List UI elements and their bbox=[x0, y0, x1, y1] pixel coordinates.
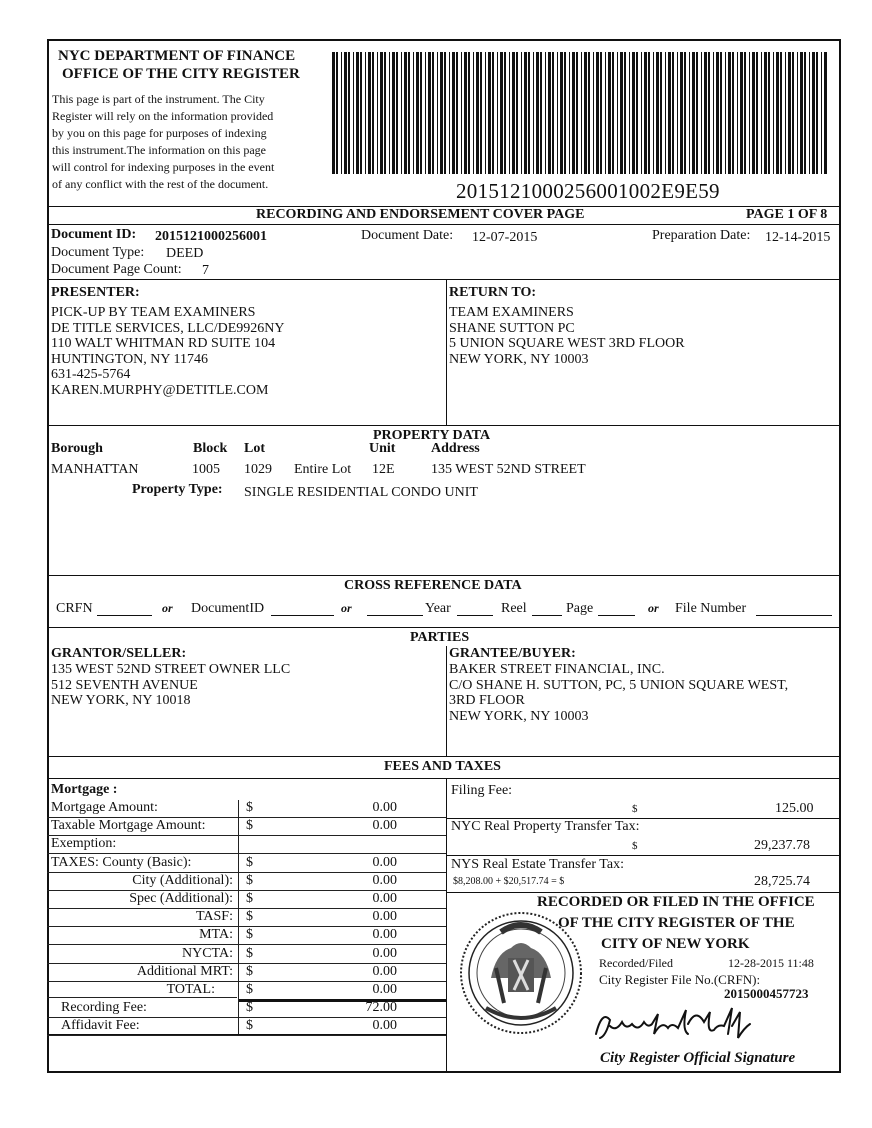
barcode-bar bbox=[744, 52, 746, 174]
barcode-bar bbox=[545, 52, 546, 174]
barcode-bar bbox=[432, 52, 434, 174]
barcode-bar bbox=[341, 52, 342, 174]
barcode-bar bbox=[504, 52, 506, 174]
fee-row-label: Additional MRT: bbox=[136, 964, 233, 979]
crfn-blank bbox=[97, 615, 152, 616]
barcode-bar bbox=[344, 52, 347, 174]
fee-row-divider bbox=[47, 1035, 446, 1036]
barcode-bar bbox=[377, 52, 378, 174]
barcode-bar bbox=[461, 52, 462, 174]
barcode-bar bbox=[581, 52, 582, 174]
blank bbox=[367, 615, 423, 616]
document-id: 2015121000256001 bbox=[155, 229, 267, 244]
notice-line: This page is part of the instrument. The City bbox=[52, 92, 265, 106]
barcode-bar bbox=[641, 52, 642, 174]
barcode-bar bbox=[368, 52, 371, 174]
barcode-bar bbox=[728, 52, 731, 174]
barcode-bar bbox=[512, 52, 515, 174]
fee-row-label: TASF: bbox=[195, 909, 233, 924]
barcode-image bbox=[330, 50, 830, 178]
fee-row-currency: $ bbox=[246, 800, 253, 815]
fee-row-currency: $ bbox=[246, 982, 253, 997]
mortgage-label: Mortgage : bbox=[51, 782, 118, 797]
barcode-bar bbox=[524, 52, 527, 174]
barcode-bar bbox=[593, 52, 594, 174]
barcode-bar bbox=[380, 52, 383, 174]
recorded-line-3: CITY OF NEW YORK bbox=[601, 936, 750, 952]
presenter-line: 110 WALT WHITMAN RD SUITE 104 bbox=[51, 336, 276, 351]
nyc-tax-label: NYC Real Property Transfer Tax: bbox=[451, 819, 640, 834]
file-number-label: File Number bbox=[675, 601, 747, 616]
notice-line: by you on this page for purposes of indexing bbox=[52, 126, 267, 140]
barcode-bar bbox=[564, 52, 566, 174]
barcode-bar bbox=[548, 52, 551, 174]
property-data-title: PROPERTY DATA bbox=[373, 428, 491, 443]
entire-lot-value: Entire Lot bbox=[294, 462, 352, 477]
fee-row-currency: $ bbox=[246, 1018, 253, 1033]
barcode-bar bbox=[437, 52, 438, 174]
barcode-bar bbox=[680, 52, 683, 174]
preparation-date-label: Preparation Date: bbox=[652, 228, 751, 243]
barcode-bar bbox=[653, 52, 654, 174]
barcode-bar bbox=[749, 52, 750, 174]
barcode-bar bbox=[360, 52, 362, 174]
fee-row-value: 72.00 bbox=[365, 1000, 397, 1015]
fee-row-currency: $ bbox=[246, 873, 253, 888]
fee-row-value: 0.00 bbox=[372, 1018, 397, 1033]
barcode-bar bbox=[632, 52, 635, 174]
return-to-label: RETURN TO: bbox=[449, 285, 537, 300]
divider bbox=[446, 646, 447, 756]
nys-tax-label: NYS Real Estate Transfer Tax: bbox=[451, 857, 624, 872]
fee-row-value: 0.00 bbox=[372, 927, 397, 942]
signature-label: City Register Official Signature bbox=[600, 1050, 796, 1066]
barcode-bar bbox=[336, 52, 338, 174]
address-value: 135 WEST 52ND STREET bbox=[431, 462, 586, 477]
or-label: or bbox=[341, 601, 352, 615]
barcode-bar bbox=[600, 52, 602, 174]
fee-row-currency: $ bbox=[246, 909, 253, 924]
barcode-bar bbox=[785, 52, 786, 174]
fee-row-divider bbox=[238, 999, 446, 1002]
barcode-bar bbox=[824, 52, 827, 174]
barcode-bar bbox=[672, 52, 674, 174]
office-title: OFFICE OF THE CITY REGISTER bbox=[62, 66, 300, 82]
reel-blank bbox=[532, 615, 562, 616]
divider bbox=[446, 279, 447, 425]
recorded-filed-label: Recorded/Filed bbox=[599, 956, 673, 970]
barcode-bar bbox=[401, 52, 402, 174]
barcode-bar bbox=[560, 52, 563, 174]
crfn-label: CRFN bbox=[56, 601, 93, 616]
barcode-bar bbox=[809, 52, 810, 174]
barcode-bar bbox=[629, 52, 630, 174]
divider bbox=[47, 756, 841, 757]
fee-row-label: City (Additional): bbox=[132, 873, 233, 888]
barcode-bar bbox=[428, 52, 431, 174]
barcode-bar bbox=[780, 52, 782, 174]
barcode-bar bbox=[773, 52, 774, 174]
divider bbox=[47, 1034, 446, 1035]
divider bbox=[47, 425, 841, 426]
parties-title: PARTIES bbox=[410, 630, 470, 645]
barcode-bar bbox=[668, 52, 671, 174]
barcode-bar bbox=[756, 52, 758, 174]
document-date: 12-07-2015 bbox=[472, 230, 538, 245]
barcode-bar bbox=[797, 52, 798, 174]
barcode-bar bbox=[737, 52, 738, 174]
fee-row-label: Exemption: bbox=[51, 836, 117, 851]
grantee-line: NEW YORK, NY 10003 bbox=[449, 708, 589, 724]
page-count-label: Document Page Count: bbox=[51, 262, 182, 277]
notice-line: this instrument.The information on this page bbox=[52, 143, 266, 157]
notice-line: will control for indexing purposes in the event bbox=[52, 160, 275, 174]
fee-row-currency: $ bbox=[246, 855, 253, 870]
barcode-bar bbox=[473, 52, 474, 174]
documentid-blank bbox=[271, 615, 334, 616]
cross-reference-title: CROSS REFERENCE DATA bbox=[344, 578, 522, 593]
barcode-bar bbox=[528, 52, 530, 174]
barcode-bar bbox=[420, 52, 422, 174]
fee-row-label: Taxable Mortgage Amount: bbox=[51, 818, 206, 833]
presenter-line: HUNTINGTON, NY 11746 bbox=[51, 351, 208, 367]
barcode-bar bbox=[425, 52, 426, 174]
recorded-filed-date: 12-28-2015 11:48 bbox=[728, 956, 814, 970]
city-seal-image bbox=[456, 908, 586, 1038]
barcode-bar bbox=[704, 52, 707, 174]
barcode-bar bbox=[689, 52, 690, 174]
barcode-bar bbox=[596, 52, 599, 174]
filing-fee-currency: $ bbox=[632, 803, 638, 815]
presenter-line: 631-425-5764 bbox=[51, 367, 131, 382]
fee-row-value: 0.00 bbox=[372, 873, 397, 888]
barcode-bar bbox=[404, 52, 407, 174]
page-number: PAGE 1 OF 8 bbox=[746, 207, 828, 222]
barcode-bar bbox=[584, 52, 587, 174]
barcode-bar bbox=[332, 52, 335, 174]
fee-row-value: 0.00 bbox=[372, 946, 397, 961]
borough-header: Borough bbox=[51, 441, 103, 456]
crfn-number: 2015000457723 bbox=[724, 986, 809, 1001]
divider bbox=[47, 778, 841, 779]
fee-row-currency: $ bbox=[246, 1000, 253, 1015]
barcode-bar bbox=[656, 52, 659, 174]
total-underline bbox=[47, 997, 237, 998]
fee-row-label: MTA: bbox=[199, 927, 233, 942]
block-header: Block bbox=[193, 441, 228, 456]
barcode-bar bbox=[365, 52, 366, 174]
barcode-bar bbox=[536, 52, 539, 174]
barcode-bar bbox=[396, 52, 398, 174]
fee-row-label: Mortgage Amount: bbox=[51, 800, 158, 815]
grantor-line: 512 SEVENTH AVENUE bbox=[51, 677, 198, 693]
barcode-bar bbox=[521, 52, 522, 174]
barcode-bar bbox=[800, 52, 803, 174]
barcode-bar bbox=[821, 52, 822, 174]
filing-fee-value: 125.00 bbox=[775, 801, 814, 816]
page-label: Page bbox=[566, 601, 594, 616]
property-type-label: Property Type: bbox=[132, 482, 223, 497]
fee-row-label: NYCTA: bbox=[182, 946, 233, 961]
barcode-number: 2015121000256001002E9E59 bbox=[456, 179, 720, 203]
page-blank bbox=[598, 615, 635, 616]
notice-line: of any conflict with the rest of the document. bbox=[52, 177, 269, 191]
cover-title: RECORDING AND ENDORSEMENT COVER PAGE bbox=[256, 207, 585, 222]
barcode-bar bbox=[572, 52, 575, 174]
barcode-bar bbox=[684, 52, 686, 174]
property-type-value: SINGLE RESIDENTIAL CONDO UNIT bbox=[244, 485, 478, 500]
grantee-label: GRANTEE/BUYER: bbox=[449, 646, 576, 661]
barcode-bar bbox=[752, 52, 755, 174]
barcode-bar bbox=[696, 52, 698, 174]
barcode-bar bbox=[464, 52, 467, 174]
year-blank bbox=[457, 615, 493, 616]
barcode-bar bbox=[720, 52, 722, 174]
barcode-bar bbox=[617, 52, 618, 174]
returnto-line: 5 UNION SQUARE WEST 3RD FLOOR bbox=[449, 336, 685, 351]
barcode-bar bbox=[588, 52, 590, 174]
block-value: 1005 bbox=[192, 462, 220, 477]
fee-row-currency: $ bbox=[246, 946, 253, 961]
document-date-label: Document Date: bbox=[361, 228, 454, 243]
barcode-bar bbox=[533, 52, 534, 174]
filing-fee-label: Filing Fee: bbox=[451, 783, 513, 798]
document-type: DEED bbox=[166, 246, 204, 261]
barcode-bar bbox=[348, 52, 350, 174]
barcode-bar bbox=[444, 52, 446, 174]
divider bbox=[47, 627, 841, 628]
barcode-bar bbox=[788, 52, 791, 174]
grantor-line: NEW YORK, NY 10018 bbox=[51, 693, 191, 708]
fee-row-value: 0.00 bbox=[372, 800, 397, 815]
notice-line: Register will rely on the information provided bbox=[52, 109, 274, 123]
barcode-bar bbox=[557, 52, 558, 174]
fee-column-divider bbox=[238, 800, 239, 1034]
barcode-bar bbox=[408, 52, 410, 174]
barcode-bar bbox=[413, 52, 414, 174]
recorded-line-2: OF THE CITY REGISTER OF THE bbox=[558, 915, 795, 931]
barcode-bar bbox=[440, 52, 443, 174]
fee-row-value: 0.00 bbox=[372, 891, 397, 906]
fee-row-currency: $ bbox=[246, 818, 253, 833]
divider bbox=[446, 778, 447, 1072]
nys-tax-calculation: $8,208.00 + $20,517.74 = $ bbox=[453, 876, 565, 887]
barcode-bar bbox=[740, 52, 743, 174]
divider bbox=[47, 224, 841, 225]
reel-label: Reel bbox=[501, 601, 527, 616]
divider bbox=[446, 892, 841, 893]
crfn-number-label: City Register File No.(CRFN): bbox=[599, 972, 761, 987]
barcode-bar bbox=[612, 52, 614, 174]
lot-value: 1029 bbox=[244, 462, 272, 477]
page-count: 7 bbox=[202, 263, 209, 278]
file-number-blank bbox=[756, 615, 832, 616]
barcode-bar bbox=[660, 52, 662, 174]
presenter-line: DE TITLE SERVICES, LLC/DE9926NY bbox=[51, 320, 285, 336]
barcode-bar bbox=[468, 52, 470, 174]
barcode-bar bbox=[764, 52, 767, 174]
address-header: Address bbox=[431, 441, 480, 456]
barcode-bar bbox=[708, 52, 710, 174]
fee-row-divider bbox=[47, 944, 446, 945]
divider bbox=[47, 279, 841, 280]
barcode-bar bbox=[384, 52, 386, 174]
divider bbox=[446, 855, 841, 856]
barcode-bar bbox=[761, 52, 762, 174]
barcode-bar bbox=[605, 52, 606, 174]
barcode-bar bbox=[701, 52, 702, 174]
barcode-bar bbox=[500, 52, 503, 174]
returnto-line: NEW YORK, NY 10003 bbox=[449, 351, 589, 367]
fee-row-label: Recording Fee: bbox=[61, 1000, 147, 1015]
barcode-bar bbox=[636, 52, 638, 174]
fee-row-label: TOTAL: bbox=[166, 982, 215, 997]
barcode-bar bbox=[480, 52, 482, 174]
or-label: or bbox=[648, 601, 659, 615]
fee-row-currency: $ bbox=[246, 964, 253, 979]
returnto-line: TEAM EXAMINERS bbox=[449, 305, 574, 320]
barcode-bar bbox=[353, 52, 354, 174]
fee-row-label: Affidavit Fee: bbox=[61, 1018, 140, 1033]
barcode-bar bbox=[416, 52, 419, 174]
recorded-line-1: RECORDED OR FILED IN THE OFFICE bbox=[537, 894, 815, 910]
barcode-bar bbox=[356, 52, 359, 174]
preparation-date: 12-14-2015 bbox=[765, 230, 831, 245]
barcode-bar bbox=[665, 52, 666, 174]
document-id-label: Document ID: bbox=[51, 227, 137, 242]
fee-row-value: 0.00 bbox=[372, 909, 397, 924]
barcode-bar bbox=[713, 52, 714, 174]
barcode-bar bbox=[792, 52, 794, 174]
grantor-line: 135 WEST 52ND STREET OWNER LLC bbox=[51, 662, 291, 677]
fee-row-value: 0.00 bbox=[372, 855, 397, 870]
presenter-line: PICK-UP BY TEAM EXAMINERS bbox=[51, 305, 256, 320]
presenter-label: PRESENTER: bbox=[51, 285, 140, 300]
barcode-bar bbox=[569, 52, 570, 174]
or-label: or bbox=[162, 601, 173, 615]
barcode-bar bbox=[812, 52, 815, 174]
fees-title: FEES AND TAXES bbox=[384, 759, 501, 774]
fee-row-value: 0.00 bbox=[372, 982, 397, 997]
unit-value: 12E bbox=[372, 462, 395, 477]
barcode-bar bbox=[732, 52, 734, 174]
unit-header: Unit bbox=[369, 441, 396, 456]
barcode-bar bbox=[456, 52, 458, 174]
borough-value: MANHATTAN bbox=[51, 462, 139, 477]
barcode-bar bbox=[516, 52, 518, 174]
barcode-bar bbox=[768, 52, 770, 174]
grantee-line: BAKER STREET FINANCIAL, INC. bbox=[449, 662, 665, 677]
nyc-tax-currency: $ bbox=[632, 840, 638, 852]
fee-row-label: TAXES: County (Basic): bbox=[51, 855, 192, 870]
fee-row-divider bbox=[47, 853, 446, 854]
barcode-bar bbox=[449, 52, 450, 174]
divider bbox=[47, 575, 841, 576]
barcode-bar bbox=[392, 52, 395, 174]
barcode-bar bbox=[624, 52, 626, 174]
barcode-bar bbox=[488, 52, 491, 174]
grantee-line: C/O SHANE H. SUTTON, PC, 5 UNION SQUARE WEST, bbox=[449, 677, 789, 693]
barcode-bar bbox=[552, 52, 554, 174]
nys-tax-value: 28,725.74 bbox=[754, 874, 810, 889]
barcode-bar bbox=[452, 52, 455, 174]
barcode-bar bbox=[372, 52, 374, 174]
barcode-bar bbox=[677, 52, 678, 174]
returnto-line: SHANE SUTTON PC bbox=[449, 320, 575, 336]
barcode-bar bbox=[389, 52, 390, 174]
grantor-label: GRANTOR/SELLER: bbox=[51, 646, 187, 661]
dept-title: NYC DEPARTMENT OF FINANCE bbox=[58, 48, 296, 64]
barcode-bar bbox=[485, 52, 486, 174]
barcode-bar bbox=[776, 52, 779, 174]
barcode-bar bbox=[476, 52, 479, 174]
barcode-bar bbox=[576, 52, 578, 174]
fee-row-label: Spec (Additional): bbox=[129, 891, 233, 906]
barcode-bar bbox=[648, 52, 650, 174]
barcode-bar bbox=[509, 52, 510, 174]
nyc-tax-value: 29,237.78 bbox=[754, 838, 810, 853]
barcode-bar bbox=[816, 52, 818, 174]
barcode-bar bbox=[492, 52, 494, 174]
fee-row-value: 0.00 bbox=[372, 964, 397, 979]
fee-row-value: 0.00 bbox=[372, 818, 397, 833]
barcode-bar bbox=[497, 52, 498, 174]
year-label: Year bbox=[425, 601, 451, 616]
fee-row-currency: $ bbox=[246, 891, 253, 906]
grantee-line: 3RD FLOOR bbox=[449, 693, 525, 708]
lot-header: Lot bbox=[244, 441, 265, 456]
barcode-bar bbox=[692, 52, 695, 174]
fee-row-currency: $ bbox=[246, 927, 253, 942]
barcode-bar bbox=[620, 52, 623, 174]
document-type-label: Document Type: bbox=[51, 245, 145, 260]
presenter-line: KAREN.MURPHY@DETITLE.COM bbox=[51, 382, 269, 398]
official-signature-image bbox=[592, 1004, 762, 1046]
barcode-bar bbox=[716, 52, 719, 174]
barcode-bar bbox=[540, 52, 542, 174]
barcode-bar bbox=[725, 52, 726, 174]
barcode-bar bbox=[644, 52, 647, 174]
barcode-bar bbox=[608, 52, 611, 174]
barcode-bar bbox=[804, 52, 806, 174]
documentid-label: DocumentID bbox=[191, 601, 265, 616]
